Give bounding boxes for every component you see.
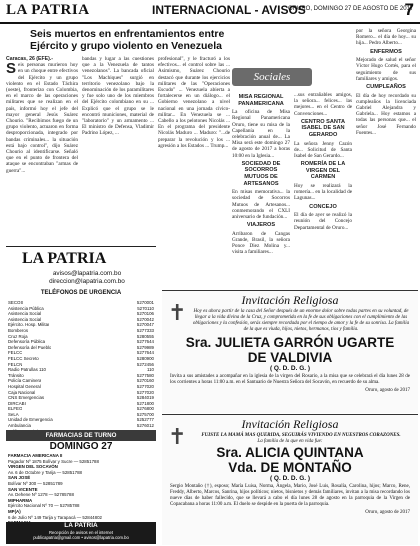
footer-brand: LA PATRIA xyxy=(64,522,98,529)
phone-label: SeLA xyxy=(8,411,19,417)
invitation-body: Sergio Montaño (†), esposo; María Luisa, Norma, Ángela, Mario, José Luis, Rosalía, Carolina, hijos; Marco, Rene, Freddy, Alberto, Marcos, Sanrina, hijos políticos; nietos, bisnietos y demás familiares, invitan a la misa recordando los nueve días de haber fallecido, que se llevará a cabo el día lunes 28 de agosto en la parroquia de la Virgen de Copacabana a horas 11:00 a.m. El duelo se despide en la puerta de la parroquia. xyxy=(170,484,410,507)
sociales-text: La señora Jenny Cazón de... Solicitud de Santa Isabel de San Gerardo... xyxy=(294,140,352,159)
sociales-column-left xyxy=(232,92,290,288)
invitation-qddg: ( Q. D. D. G. ) xyxy=(269,475,311,482)
phone-label: Unidad de Emergencia xyxy=(8,417,53,423)
footer-emails: publicapatria@gmail.com • avisos@lapatria.com.bo xyxy=(33,535,129,540)
phone-number[interactable]: 5277333 xyxy=(136,327,154,333)
phone-number[interactable]: 5277644 xyxy=(136,339,154,345)
cross-icon: ✝ xyxy=(168,424,187,449)
sociales-heading: CONCEJO xyxy=(309,203,337,210)
sociales-text: por la señora Georgina Romero... el día de hoy... su hija... Pedro Alberto... xyxy=(356,28,416,47)
pharmacy-address: Pagador Nº 1875 Bolívar y Sucre — 52851788 xyxy=(8,458,99,464)
pharmacy-address: Bolívar Nº 300 — 52851789 xyxy=(8,480,63,486)
sociales-text: El día de hoy recordado su cumpleaños la licenciada Gabriel Alejandra y Gabriela... Hoy estamos a todas las personas que... el señor José Fernando Fuentes... xyxy=(356,92,416,136)
pharmacy-item xyxy=(8,453,154,464)
phone-label: Policía Caminera xyxy=(8,378,42,384)
sociales-text: ...sus entrañables amigos, la señora... felices... las mejores... en el Centro de Convenciones... xyxy=(294,92,352,117)
invitation-date: Oruro, agosto de 2017 xyxy=(365,510,410,515)
phone-number[interactable]: 5279989 xyxy=(136,344,154,350)
footer-line: Recepción de avisos en el internet xyxy=(48,530,113,535)
phone-number[interactable]: 5252777 xyxy=(136,417,154,423)
phone-number[interactable]: 5270106 xyxy=(136,311,154,317)
sociales-text: El día de ayer se realizó la reunión del Concejo Departamental de Oruro... xyxy=(294,212,352,231)
page-header xyxy=(0,0,420,24)
phone-number[interactable]: 5277020 xyxy=(136,383,154,389)
section-title: INTERNACIONAL - AVISOS xyxy=(152,3,306,17)
deceased-name-line2: Vda. DE MONTAÑO xyxy=(228,460,352,475)
pharmacy-name: MIPHARMA xyxy=(8,497,33,503)
sociales-banner: Sociales xyxy=(232,68,312,86)
invitation-date: Oruro, agosto de 2017 xyxy=(365,388,410,393)
article-headline: Seis muertos en enfrentamientos entre Ejército y grupo violento en Venezuela xyxy=(30,28,225,52)
sociales-text: Mejorado de salud el señor Víctor Hugo Cortés, para el seguimiento de sus familiares y amigos. xyxy=(356,57,416,82)
pharmacy-address: 6 de Julio Nº 149 Tarija y Tarapacá — 52844802 xyxy=(8,514,102,520)
article-col1-text: eis personas murieron hoy en un choque entre efectivos del Ejército y un grupo violento en el Estado Táchira (oeste), fronterizo con Colombia, en el marco de las operaciones militares que se realizan en el país, informó hoy el jefe del mayor general Jesús Suárez Chourio. "Recibimos fuego de un grupo violento, actuaron en forma desproporcionada, integrado por bandas criminales... la situación está bajo control", dijo Suárez Chourio al identificarse. Señaló que en el punto de frontera del ataque se encontraban "armas de guerra"... xyxy=(6,62,78,174)
phone-label: Caja Nacional xyxy=(8,389,36,395)
phone-number[interactable]: 5270001 xyxy=(136,300,154,305)
phone-number[interactable]: 5277020 xyxy=(136,389,154,395)
pharmacy-name: SAN JOSÉ xyxy=(8,475,31,481)
invitation-intro-2: La familia de la que en vida fue: xyxy=(257,439,323,444)
phone-number[interactable]: 5270160 xyxy=(136,378,154,384)
footer-box xyxy=(6,522,156,544)
invitation-intro: Hoy es ahora partir de la casa del Señor después de un enorme dolor sobre todas partes en su voluntad, de llegar a la vida divina de la Cruz, y comprometida en la fe de sus obligaciones con el cumplimiento de las obligaciones y la confesión, serás siempre recordada por el tiempo de amor y la fe de su sonrisa. La familia de la que es viuda, hijos, nietos, hermanos, tíos y familia. xyxy=(192,309,410,332)
page-number: 7 xyxy=(404,0,414,19)
phone-number[interactable]: 5276012 xyxy=(136,423,154,429)
invitation-intro: FUISTE LA MAMÁ MAS QUERIDA, SEGUIRÁS VIVIENDO EN NUESTROS CORAZONES. xyxy=(201,433,401,438)
phone-label: CNS Emergencias xyxy=(8,395,45,401)
pharmacy-item xyxy=(8,487,154,498)
sociales-text: Arribaron de Cangas Grande, Brasil, la señora Ponce Diez Molina y... visita a familiares... xyxy=(232,230,290,256)
newspaper-brand: LA PATRIA xyxy=(6,2,90,18)
sociales-text: La oficina de Misa Regional Panamericana Oruro, tiene su misa de la Capellanía en la celebración anual de... La Misa será este domingo 27 de agosto de 2017 a horas 10:00 en la Iglesia... xyxy=(232,109,290,159)
article-col2-text: bandas y lugar a las cuestiones que a la Venezuela de tantos venezolanos". La bancada oficial "Los Machiques" surgió en territorio venezolano bajo la denominación de los paramilitares y fue solo uno de los miembros del Ejército colombiano en su ... Explicó que el grupo se le encontró municiones, material de "laboratorio" y un armamento ... El ministro de Defensa, Vladimir Padrino López, ... xyxy=(82,56,154,137)
phone-label: FELCC xyxy=(8,350,23,356)
phone-label: Asistencia Pública xyxy=(8,305,44,311)
phone-label: FELCC Secreto xyxy=(8,355,39,361)
phone-label: Ambulancia xyxy=(8,423,31,429)
phone-number[interactable]: 5277644 xyxy=(136,350,154,356)
phone-label: Ejército. Hosp. Militar xyxy=(8,322,50,328)
article-dropcap: S xyxy=(6,60,17,78)
invitation-2 xyxy=(162,414,418,545)
sociales-heading: CUMPLEAÑOS xyxy=(366,84,406,91)
pharmacy-name: VIRGEN DEL SOCAVÓN xyxy=(8,464,58,470)
pharmacy-date: DOMINGO 27 xyxy=(49,441,113,452)
pharmacy-name: FARMACIA AMERICANA II xyxy=(8,453,63,458)
phone-number[interactable]: 5275700 xyxy=(136,411,154,417)
article-col3-text2: En Venezuela se ... Cabello a los pelotones Nicolás ... En el programa del presidente Nicolás Maduro ... Maduro: "...de preparar la revolución y los ... agresión a los Estados ... Trump... xyxy=(158,111,230,149)
phone-number[interactable]: 5271800 xyxy=(136,400,154,406)
phone-label: Hospital General xyxy=(8,383,41,389)
pharmacy-item xyxy=(8,475,154,486)
phone-number[interactable]: 5276800 xyxy=(136,406,154,412)
email-avisos[interactable]: avisos@lapatria.com.bo xyxy=(52,270,122,277)
sociales-heading: SOCIEDAD DE SOCORROS MUTUOS DE ARTESANOS xyxy=(241,160,281,187)
phone-number[interactable]: 110 xyxy=(147,367,154,373)
cross-icon: ✝ xyxy=(168,300,187,325)
pharmacy-item xyxy=(8,498,154,509)
deceased-name-line2: DE VALDIVIA xyxy=(247,350,333,365)
deceased-name-line1: Sra. ALICIA QUINTANA xyxy=(216,445,364,460)
phone-label: Bomberos xyxy=(8,327,29,333)
phone-label: SECOS xyxy=(8,300,24,305)
invitation-body: Invita a sus amistades a acompañar en la iglesia de la virgen del Rosario, a la misa que se celebrará el día lunes 28 de los corrientes a horas 11:00 a.m. en el Santuario de Nuestra Señora del Socavón, en recuerdo de su alma. xyxy=(170,374,410,385)
phone-number[interactable]: 5277580 xyxy=(136,372,154,378)
phone-label: Cruz Roja xyxy=(8,333,28,339)
phone-label: Defensoría Pública xyxy=(8,339,46,345)
sociales-text: En misas memorativa... la sociedad de Socorros Mutuos de Artesanos... conmemorando el CXLI aniversario de fundación... xyxy=(232,189,290,220)
directory-title: LA PATRIA xyxy=(22,250,107,267)
phone-label: Asistencia Social xyxy=(8,316,42,322)
sociales-heading: MISA REGIONAL PANAMERICANA xyxy=(238,94,284,107)
invitation-qddg: ( Q. D. D. G. ) xyxy=(269,365,311,372)
phone-number[interactable]: 5272456 xyxy=(136,361,154,367)
pharmacy-header: FARMACIAS DE TURNO xyxy=(6,430,156,441)
sociales-text: Hoy se realizará la romería... en la localidad de Lagunas... xyxy=(294,182,352,202)
phone-number[interactable]: 5280555 xyxy=(136,333,154,339)
phone-number[interactable]: 5284019 xyxy=(136,395,154,401)
pharmacy-item xyxy=(8,464,154,475)
phone-label: Radio Patrullas 110 xyxy=(8,367,46,373)
phone-label: ELFEO xyxy=(8,406,23,412)
emergency-phones-heading: TELÉFONOS DE URGENCIA xyxy=(40,290,122,296)
phone-label: Asistencia Social xyxy=(8,311,42,317)
phone-label: Tránsito xyxy=(8,372,24,378)
pharmacy-item xyxy=(8,509,154,520)
page-date: ORURO, DOMINGO 27 DE AGOSTO DE 2017 xyxy=(288,6,414,12)
sociales-heading: ROMERÍA DE LA VIRGEN DEL CARMEN xyxy=(300,161,346,181)
phone-label: FELCN xyxy=(8,361,23,367)
invitation-title: Invitación Religiosa xyxy=(241,293,339,307)
pharmacy-name: MP(A) xyxy=(8,508,21,514)
pharmacy-address: Av. 6 de Octubre y Tarija — 52851788 xyxy=(8,469,82,475)
phone-number[interactable]: 5270110 xyxy=(137,305,154,311)
deceased-name-line1: Sra. JULIETA GARRÓN UGARTE xyxy=(185,335,395,350)
phone-number[interactable]: 5270042 xyxy=(136,316,154,322)
sociales-heading: VIAJEROS xyxy=(246,222,276,229)
sociales-column-right xyxy=(294,92,352,288)
article-dateline: Caracas, 26 (EFE).- xyxy=(6,56,53,62)
phone-number[interactable]: 5280900 xyxy=(136,355,154,361)
phone-label: Defensoría del Pueblo xyxy=(8,344,52,350)
phone-number[interactable]: 5270047 xyxy=(136,322,154,328)
sociales-column-far xyxy=(356,28,416,288)
pharmacy-address: Ejército Nacional Nº 70 — 52785788 xyxy=(8,503,80,509)
invitation-1 xyxy=(162,290,418,413)
invitation-title: Invitación Religiosa xyxy=(241,417,339,431)
article-col3-text: profesional", y le fracturó a los efectivos... el control sobre las ... Asimismo, Suárez Chourio destacó que durante los ejercicios militares de las "Operaciones Escudo" ... Venezuela abierta a fortalecerse en un diálogo... el Gobierno venezolano a nivel nacional en una jornada cívico-militar... xyxy=(158,56,230,118)
emergency-phones-list xyxy=(8,300,154,434)
sociales-heading: ENFERMOS xyxy=(370,48,402,55)
pharmacy-name: SAN VICENTE xyxy=(8,486,38,492)
pharmacy-list xyxy=(8,453,154,531)
email-direccion[interactable]: direccion@lapatria.com.bo xyxy=(49,278,125,285)
pharmacy-address: Av. Dehene Nº 1278 — 52785788 xyxy=(8,492,74,498)
directory-contact xyxy=(22,270,152,286)
article-column-1 xyxy=(6,56,78,242)
article-column-3 xyxy=(158,56,230,242)
phone-label: DIRCABI xyxy=(8,400,26,406)
divider xyxy=(6,246,156,247)
article-column-2 xyxy=(82,56,154,242)
sociales-heading: CENTRO SANTA ISABEL DE SAN GERARDO xyxy=(300,118,346,138)
